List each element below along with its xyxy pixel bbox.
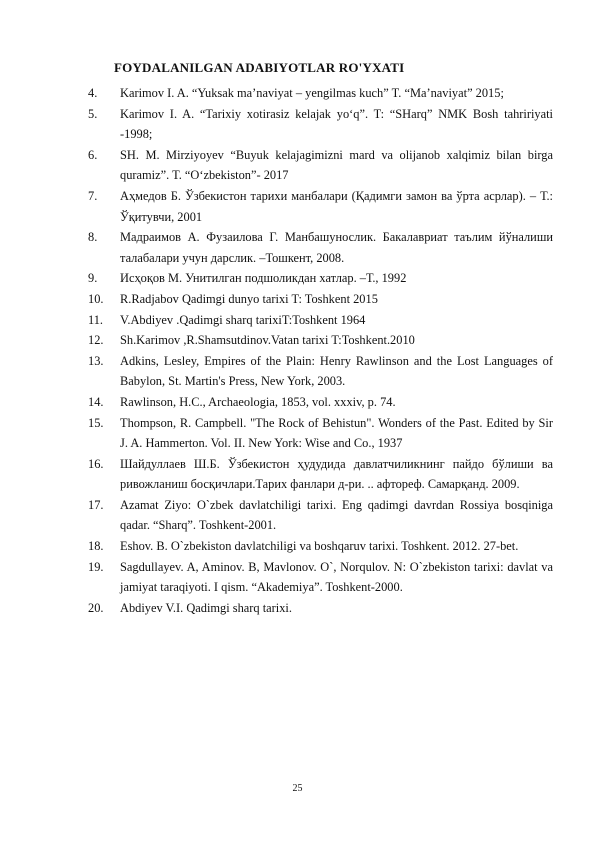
reference-item (0, 268, 595, 289)
reference-number: 18. (88, 539, 104, 554)
reference-item (0, 536, 595, 557)
reference-number: 10. (88, 291, 104, 306)
reference-item (0, 227, 595, 268)
reference-number: 11. (88, 312, 104, 327)
reference-list (0, 83, 595, 618)
reference-text: Karimov I. A. “Yuksak ma’naviyat – yengilmas kuch” T. “Ma’naviyat” 2015; (120, 86, 504, 100)
reference-text: Sagdullayev. A, Aminov. B, Mavlonov. O`, Norqulov. N: O`zbekiston tarixi: davlat va jamiyat taraqiyoti. I qism. “Akademiya”. Toshkent-2000. (120, 559, 553, 595)
reference-item (0, 145, 595, 186)
reference-text: Sh.Karimov ,R.Shamsutdinov.Vatan tarixi T:Toshkent.2010 (120, 333, 415, 348)
reference-text: Thompson, R. Campbell. "The Rock of Behistun". Wonders of the Past. Edited by Sir J. A. Hammerton. Vol. II. New York: Wise and Co., 1937 (120, 415, 553, 451)
reference-item (0, 186, 595, 227)
reference-number: 14. (88, 394, 104, 409)
reference-text: Аҳмедов Б. Ўзбекистон тарихи манбалари (Қадимги замон ва ўрта асрлар). – Т.: Ўқитувчи, 2001 (120, 188, 553, 224)
reference-number: 17. (88, 497, 104, 512)
reference-text: R.Radjabov Qadimgi dunyo tarixi T: Toshkent 2015 (120, 291, 378, 306)
reference-number: 19. (88, 559, 104, 574)
reference-number: 5. (88, 106, 98, 121)
reference-item (0, 310, 595, 331)
reference-number: 20. (88, 600, 104, 615)
reference-number: 8. (88, 230, 98, 245)
reference-text: Исҳоқов М. Унитилган подшоликдан хатлар. –Т., 1992 (120, 271, 407, 286)
reference-number: 16. (88, 456, 104, 471)
reference-number: 13. (88, 353, 104, 368)
reference-text: Мадраимов А. Фузаилова Г. Манбашунослик. Бакалавриат таълим йўналиши талабалари учун дарслик. –Тошкент, 2008. (120, 230, 553, 265)
reference-item (0, 454, 595, 495)
reference-number: 9. (88, 271, 98, 286)
page-title: FOYDALANILGAN ADABIYOTLAR RO'YXATI (114, 60, 405, 75)
reference-item (0, 557, 595, 598)
reference-item (0, 392, 595, 413)
reference-text: Karimov I. A. “Tarixiy xotirasiz kelajak yo‘q”. T: “SHarq” NMK Bosh tahririyati -1998; (120, 106, 553, 142)
reference-item (0, 289, 595, 310)
reference-number: 4. (88, 86, 98, 100)
reference-number: 6. (88, 147, 98, 162)
reference-number: 7. (88, 188, 98, 203)
reference-text: Adkins, Lesley, Empires of the Plain: Henry Rawlinson and the Lost Languages of Babylon, St. Martin's Press, New York, 2003. (120, 353, 553, 389)
reference-item (0, 330, 595, 351)
page-number: 25 (292, 783, 303, 794)
reference-item (0, 495, 595, 536)
reference-text: Eshov. B. O`zbekiston davlatchiligi va boshqaruv tarixi. Toshkent. 2012. 27-bet. (120, 539, 519, 554)
reference-text: SH. M. Mirziyoyev “Buyuk kelajagimizni mard va olijanob xalqimiz bilan birga quramiz”. T. “O‘zbekiston”- 2017 (120, 147, 553, 183)
reference-text: V.Abdiyev .Qadimgi sharq tarixiT:Toshkent 1964 (120, 312, 366, 327)
reference-item (0, 83, 595, 104)
reference-item (0, 104, 595, 145)
reference-number: 12. (88, 333, 104, 348)
reference-text: Azamat Ziyo: O`zbek davlatchiligi tarixi. Eng qadimgi davrdan Rossiya bosqiniga qadar. “Sharq”. Toshkent-2001. (120, 497, 553, 533)
reference-text: Rawlinson, H.C., Archaeologia, 1853, vol. xxxiv, p. 74. (120, 394, 396, 409)
reference-item (0, 598, 595, 619)
reference-text: Abdiyev V.I. Qadimgi sharq tarixi. (120, 600, 292, 615)
reference-item (0, 351, 595, 392)
reference-item (0, 413, 595, 454)
reference-number: 15. (88, 415, 104, 430)
reference-text: Шайдуллаев Ш.Б. Ўзбекистон ҳудудида давлатчиликнинг пайдо бўлиши ва ривожланиш босқичлари.Тарих фанлари д-ри. .. афтореф. Самарқанд. 2009. (120, 456, 553, 492)
